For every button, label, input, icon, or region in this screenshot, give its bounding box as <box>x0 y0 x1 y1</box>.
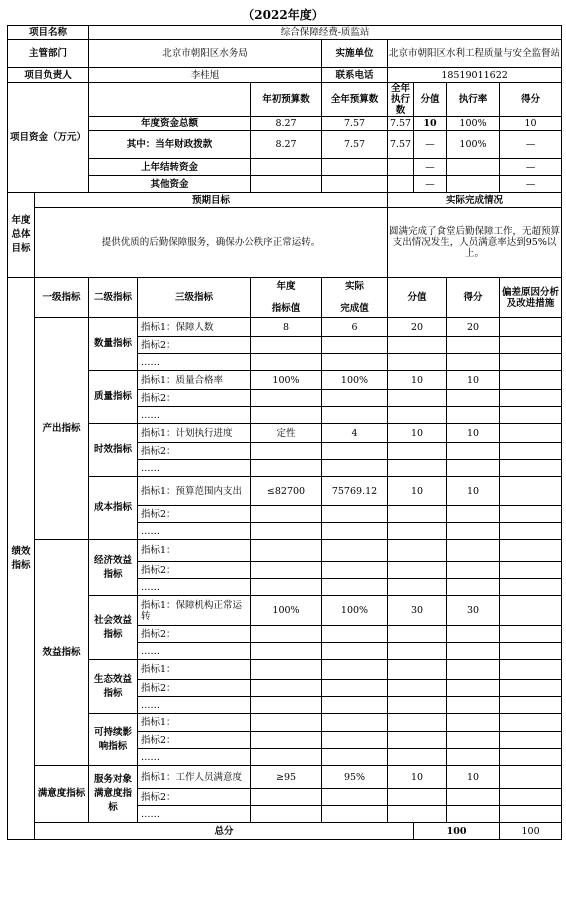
actual-value <box>322 697 388 714</box>
target-value <box>251 626 322 643</box>
score: 20 <box>447 318 500 337</box>
remarks-header: 偏差原因分析及改进措施 <box>500 278 562 318</box>
indicator-row <box>8 540 562 562</box>
score <box>447 390 500 407</box>
target-header <box>251 278 322 318</box>
actual-header-line1: 实际 <box>345 281 365 292</box>
funds-row-label: 上年结转资金 <box>89 159 251 176</box>
funds-header: 执行率 <box>447 83 500 117</box>
level3-indicator-name: 指标1：计划执行进度 <box>138 424 251 443</box>
remarks <box>500 680 562 697</box>
score-value <box>388 354 447 371</box>
level2-indicator-name: 经济效益指标 <box>89 540 138 596</box>
funds-cell <box>251 176 322 193</box>
target-value <box>251 732 322 749</box>
target-value: 8 <box>251 318 322 337</box>
actual-header <box>322 278 388 318</box>
actual-value <box>322 354 388 371</box>
remarks <box>500 337 562 354</box>
target-value <box>251 540 322 562</box>
funds-cell: 8.27 <box>251 117 322 131</box>
level3-indicator-name: 指标1： <box>138 660 251 680</box>
actual-value <box>322 680 388 697</box>
remarks <box>500 354 562 371</box>
level2-indicator-name: 时效指标 <box>89 424 138 477</box>
total-row <box>8 823 562 840</box>
person-value: 李桂旭 <box>89 68 322 83</box>
remarks <box>500 562 562 579</box>
level3-indicator-name: 指标2： <box>138 443 251 460</box>
score-value <box>388 643 447 660</box>
target-value: 100% <box>251 596 322 626</box>
actual-value <box>322 407 388 424</box>
expected-goal-text: 提供优质的后勤保障服务，确保办公秩序正常运转。 <box>35 208 388 278</box>
score-value <box>388 714 447 732</box>
actual-value <box>322 540 388 562</box>
funds-cell: — <box>414 159 447 176</box>
score-value <box>388 390 447 407</box>
actual-value <box>322 390 388 407</box>
score-value <box>388 749 447 766</box>
level3-indicator-name: 指标2： <box>138 789 251 806</box>
total-label: 总分 <box>35 823 414 840</box>
remarks <box>500 714 562 732</box>
level2-indicator-name: 服务对象满意度指标 <box>89 766 138 823</box>
level3-indicator-name: 指标1： <box>138 540 251 562</box>
target-value <box>251 789 322 806</box>
level3-header: 三级指标 <box>138 278 251 318</box>
score: 10 <box>447 371 500 390</box>
remarks <box>500 523 562 540</box>
level2-indicator-name: 生态效益指标 <box>89 660 138 714</box>
score-value: 10 <box>388 424 447 443</box>
level3-indicator-name: 指标1：保障人数 <box>138 318 251 337</box>
target-value <box>251 660 322 680</box>
actual-value <box>322 749 388 766</box>
actual-value <box>322 732 388 749</box>
target-value: ≤82700 <box>251 477 322 506</box>
target-value: 100% <box>251 371 322 390</box>
target-value <box>251 337 322 354</box>
level2-header: 二级指标 <box>89 278 138 318</box>
level1-header: 一级指标 <box>35 278 89 318</box>
actual-value <box>322 506 388 523</box>
score <box>447 506 500 523</box>
annual-goal-label: 年度总体目标 <box>8 193 35 278</box>
level3-indicator-name: 指标1： <box>138 714 251 732</box>
level2-indicator-name: 社会效益指标 <box>89 596 138 660</box>
funds-header: 得分 <box>500 83 562 117</box>
funds-cell <box>388 176 414 193</box>
score-value: 30 <box>388 596 447 626</box>
level3-indicator-name: …… <box>138 806 251 823</box>
remarks <box>500 732 562 749</box>
level2-indicator-name: 数量指标 <box>89 318 138 371</box>
score-value <box>388 626 447 643</box>
score <box>447 749 500 766</box>
score-value <box>388 697 447 714</box>
level3-indicator-name: …… <box>138 523 251 540</box>
funds-cell: 10 <box>414 117 447 131</box>
funds-header: 全年执行数 <box>388 83 414 117</box>
funds-cell: 10 <box>500 117 562 131</box>
target-value <box>251 749 322 766</box>
score-value: 20 <box>388 318 447 337</box>
expected-goal-header: 预期目标 <box>35 193 388 208</box>
remarks <box>500 506 562 523</box>
target-value <box>251 579 322 596</box>
score <box>447 540 500 562</box>
score <box>447 697 500 714</box>
remarks <box>500 749 562 766</box>
indicator-row <box>8 660 562 680</box>
score-value <box>388 680 447 697</box>
target-value <box>251 354 322 371</box>
performance-indicators-label: 绩效指标 <box>8 278 35 840</box>
score-value <box>388 523 447 540</box>
actual-value <box>322 643 388 660</box>
indicator-row <box>8 424 562 443</box>
target-value: ≥95 <box>251 766 322 789</box>
actual-value <box>322 337 388 354</box>
funds-cell: 100% <box>447 117 500 131</box>
level3-indicator-name: 指标2： <box>138 337 251 354</box>
level2-indicator-name: 可持续影响指标 <box>89 714 138 766</box>
actual-header-line2: 完成值 <box>340 303 369 314</box>
level2-indicator-name: 成本指标 <box>89 477 138 540</box>
score <box>447 337 500 354</box>
level1-indicator-name: 产出指标 <box>35 318 89 540</box>
actual-value: 95% <box>322 766 388 789</box>
project-name-label: 项目名称 <box>8 26 89 40</box>
score <box>447 732 500 749</box>
level3-indicator-name: 指标2： <box>138 626 251 643</box>
funds-cell <box>388 159 414 176</box>
funds-cell <box>251 159 322 176</box>
score-value <box>388 506 447 523</box>
score <box>447 354 500 371</box>
remarks <box>500 390 562 407</box>
level3-indicator-name: 指标2： <box>138 506 251 523</box>
remarks <box>500 626 562 643</box>
score-value <box>388 660 447 680</box>
score: 10 <box>447 766 500 789</box>
actual-value <box>322 562 388 579</box>
score <box>447 443 500 460</box>
target-value <box>251 506 322 523</box>
score-value: 10 <box>388 766 447 789</box>
funds-cell: — <box>500 131 562 159</box>
actual-value <box>322 660 388 680</box>
remarks <box>500 371 562 390</box>
score-value-header: 分值 <box>388 278 447 318</box>
actual-value <box>322 806 388 823</box>
funds-cell: — <box>414 176 447 193</box>
target-header-line2: 指标值 <box>271 303 301 314</box>
remarks <box>500 460 562 477</box>
score <box>447 626 500 643</box>
indicator-row <box>8 766 562 789</box>
remarks <box>500 660 562 680</box>
indicator-row <box>8 714 562 732</box>
unit-label: 实施单位 <box>322 40 388 68</box>
remarks <box>500 596 562 626</box>
score-value: 10 <box>388 477 447 506</box>
funds-row-label: 年度资金总额 <box>89 117 251 131</box>
level3-indicator-name: …… <box>138 354 251 371</box>
remarks <box>500 424 562 443</box>
target-value <box>251 697 322 714</box>
score <box>447 660 500 680</box>
person-label: 项目负责人 <box>8 68 89 83</box>
target-header-line1: 年度 <box>276 281 296 292</box>
level3-indicator-name: 指标2： <box>138 390 251 407</box>
score: 30 <box>447 596 500 626</box>
target-value: 定性 <box>251 424 322 443</box>
indicator-row <box>8 371 562 390</box>
target-value <box>251 562 322 579</box>
funds-label: 项目资金（万元） <box>8 83 89 193</box>
actual-value <box>322 523 388 540</box>
remarks <box>500 318 562 337</box>
actual-value <box>322 626 388 643</box>
score-value <box>388 789 447 806</box>
level3-indicator-name: 指标2： <box>138 680 251 697</box>
remarks <box>500 407 562 424</box>
funds-cell <box>322 159 388 176</box>
actual-value <box>322 460 388 477</box>
target-value <box>251 460 322 477</box>
score <box>447 562 500 579</box>
funds-row-label: 其他资金 <box>89 176 251 193</box>
dept-label: 主管部门 <box>8 40 89 68</box>
total-score: 100 <box>500 823 562 840</box>
level1-indicator-name: 满意度指标 <box>35 766 89 823</box>
actual-value: 100% <box>322 371 388 390</box>
target-value <box>251 443 322 460</box>
funds-cell: 7.57 <box>322 117 388 131</box>
remarks <box>500 766 562 789</box>
funds-header-blank <box>89 83 251 117</box>
funds-cell: 7.57 <box>388 131 414 159</box>
score-header: 得分 <box>447 278 500 318</box>
score: 10 <box>447 424 500 443</box>
level3-indicator-name: 指标1：预算范围内支出 <box>138 477 251 506</box>
target-value <box>251 680 322 697</box>
funds-row-label: 其中：当年财政拨款 <box>89 131 251 159</box>
target-value <box>251 714 322 732</box>
funds-cell: 7.57 <box>388 117 414 131</box>
score-value <box>388 579 447 596</box>
funds-header: 分值 <box>414 83 447 117</box>
actual-result-header: 实际完成情况 <box>388 193 562 208</box>
funds-cell: 8.27 <box>251 131 322 159</box>
phone-label: 联系电话 <box>322 68 388 83</box>
unit-value: 北京市朝阳区水利工程质量与安全监督站 <box>388 40 562 68</box>
score-value <box>388 337 447 354</box>
actual-value: 4 <box>322 424 388 443</box>
project-name-value: 综合保障经费-质监站 <box>89 26 562 40</box>
total-value: 100 <box>414 823 500 840</box>
document-title: （2022年度） <box>242 8 324 22</box>
remarks <box>500 540 562 562</box>
actual-value: 75769.12 <box>322 477 388 506</box>
actual-value: 100% <box>322 596 388 626</box>
funds-cell: 100% <box>447 131 500 159</box>
score <box>447 523 500 540</box>
score <box>447 806 500 823</box>
score-value <box>388 732 447 749</box>
actual-value <box>322 579 388 596</box>
actual-value: 6 <box>322 318 388 337</box>
funds-header: 年初预算数 <box>251 83 322 117</box>
score-value <box>388 460 447 477</box>
funds-cell: — <box>500 159 562 176</box>
score <box>447 407 500 424</box>
indicator-row <box>8 318 562 337</box>
remarks <box>500 697 562 714</box>
target-value <box>251 643 322 660</box>
remarks <box>500 806 562 823</box>
funds-cell <box>447 159 500 176</box>
funds-cell: — <box>414 131 447 159</box>
performance-table <box>7 25 562 840</box>
level3-indicator-name: …… <box>138 749 251 766</box>
phone-value: 18519011622 <box>388 68 562 83</box>
actual-value <box>322 714 388 732</box>
score <box>447 680 500 697</box>
score-value <box>388 407 447 424</box>
level3-indicator-name: …… <box>138 643 251 660</box>
level3-indicator-name: …… <box>138 579 251 596</box>
indicator-row <box>8 596 562 626</box>
funds-cell <box>447 176 500 193</box>
score <box>447 789 500 806</box>
remarks <box>500 643 562 660</box>
actual-value <box>322 789 388 806</box>
funds-cell: 7.57 <box>322 131 388 159</box>
target-value <box>251 407 322 424</box>
score-value <box>388 562 447 579</box>
target-value <box>251 390 322 407</box>
level2-indicator-name: 质量指标 <box>89 371 138 424</box>
level3-indicator-name: …… <box>138 697 251 714</box>
score-value <box>388 540 447 562</box>
funds-header: 全年预算数 <box>322 83 388 117</box>
actual-value <box>322 443 388 460</box>
remarks <box>500 477 562 506</box>
actual-result-text: 圆满完成了食堂后勤保障工作，无超预算支出情况发生，人员满意率达到95%以上。 <box>388 208 562 278</box>
score <box>447 714 500 732</box>
dept-value: 北京市朝阳区水务局 <box>89 40 322 68</box>
remarks <box>500 789 562 806</box>
score <box>447 579 500 596</box>
score: 10 <box>447 477 500 506</box>
level3-indicator-name: 指标1：工作人员满意度 <box>138 766 251 789</box>
target-value <box>251 806 322 823</box>
level3-indicator-name: 指标2： <box>138 562 251 579</box>
level3-indicator-name: 指标1：质量合格率 <box>138 371 251 390</box>
remarks <box>500 443 562 460</box>
score <box>447 460 500 477</box>
level3-indicator-name: …… <box>138 407 251 424</box>
score-value <box>388 806 447 823</box>
level3-indicator-name: 指标1：保障机构正常运转 <box>138 596 251 626</box>
funds-cell <box>322 176 388 193</box>
level3-indicator-name: 指标2： <box>138 732 251 749</box>
level1-indicator-name: 效益指标 <box>35 540 89 766</box>
remarks <box>500 579 562 596</box>
indicator-row <box>8 477 562 506</box>
score-value: 10 <box>388 371 447 390</box>
score-value <box>388 443 447 460</box>
funds-cell: — <box>500 176 562 193</box>
target-value <box>251 523 322 540</box>
level3-indicator-name: …… <box>138 460 251 477</box>
score <box>447 643 500 660</box>
